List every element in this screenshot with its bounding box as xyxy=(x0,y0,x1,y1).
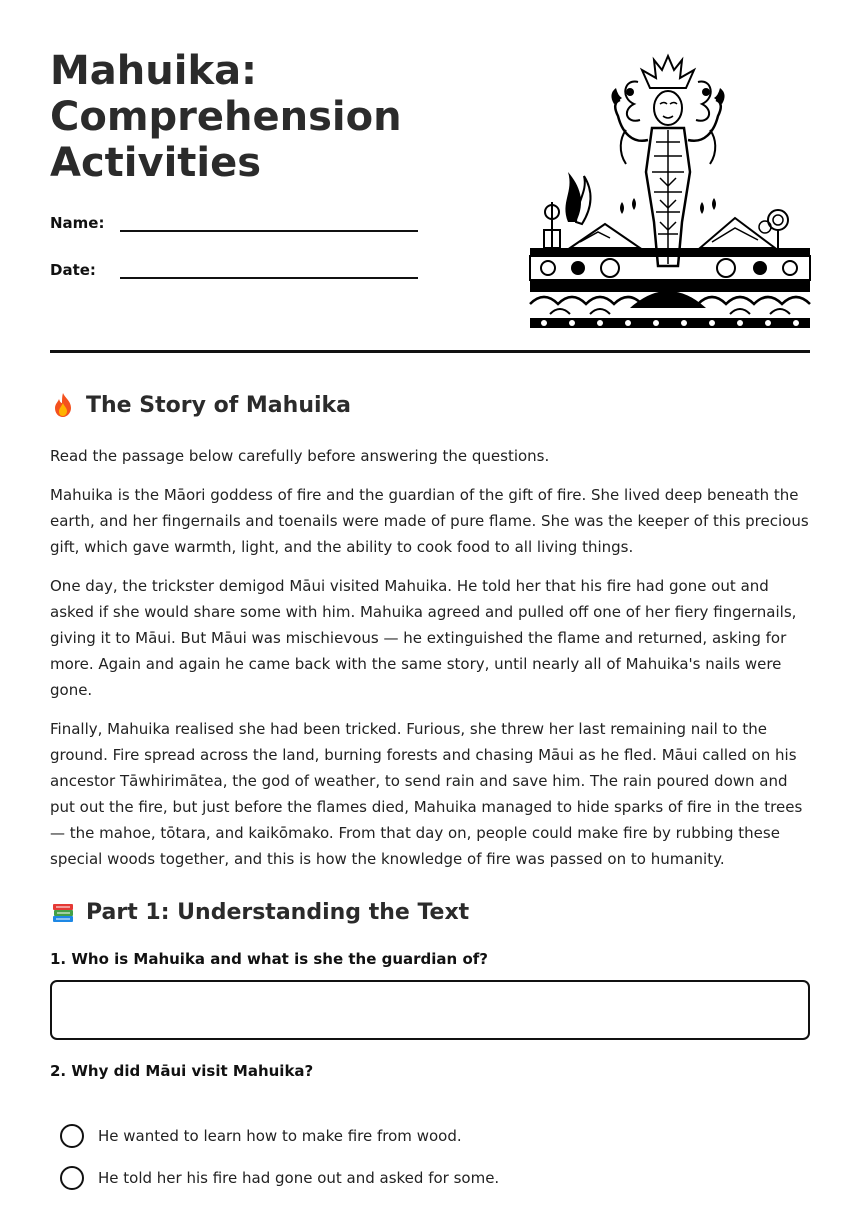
part1-heading xyxy=(50,892,810,932)
story-heading-text: The Story of Mahuika xyxy=(86,392,351,418)
mahuika-illustration xyxy=(530,52,810,328)
page-title xyxy=(50,48,430,186)
story-paragraph-2: One day, the trickster demigod Māui visited Mahuika. He told her that his fire had gone out and asked if she would share some with him. Mahuika agreed and pulled off one of her fiery fingernails, giving it to Māui. But Māui was mischievous — he extinguished the flame and returned, asking for more. Again and again he came back with the same story, until nearly all of Mahuika's nails were gone. xyxy=(50,577,797,699)
title-line-3: Activities xyxy=(50,140,262,186)
title-line-1: Mahuika: xyxy=(50,48,258,94)
date-field-row xyxy=(50,255,418,279)
radio-button[interactable] xyxy=(60,1166,84,1190)
title-line-2: Comprehension xyxy=(50,94,402,140)
name-field-row xyxy=(50,208,418,232)
story-intro: Read the passage below carefully before answering the questions. xyxy=(50,447,550,465)
option-label: He wanted to learn how to make fire from wood. xyxy=(98,1127,462,1145)
story-heading xyxy=(50,385,810,425)
fire-icon xyxy=(50,392,76,418)
header-divider xyxy=(50,350,810,353)
worksheet-header xyxy=(50,48,810,338)
story-paragraph-1: Mahuika is the Māori goddess of fire and the guardian of the gift of fire. She lived deep beneath the earth, and her fingernails and toenails were made of pure flame. She was the keeper of this precious gift, which gave warmth, light, and the ability to cook food to all living things. xyxy=(50,486,809,556)
option-label: He told her his fire had gone out and asked for some. xyxy=(98,1169,500,1187)
name-input-line[interactable] xyxy=(120,208,418,232)
question-2-option-2[interactable] xyxy=(60,1166,810,1190)
date-label: Date: xyxy=(50,261,96,279)
date-input-line[interactable] xyxy=(120,255,418,279)
radio-button[interactable] xyxy=(60,1124,84,1148)
question-2-options xyxy=(50,1124,810,1190)
part1-heading-text: Part 1: Understanding the Text xyxy=(86,899,470,925)
question-2: 2. Why did Māui visit Mahuika? xyxy=(50,1062,314,1080)
question-1-answer-box[interactable] xyxy=(50,980,810,1040)
worksheet-content xyxy=(50,385,810,1208)
question-2-option-1[interactable] xyxy=(60,1124,810,1148)
name-label: Name: xyxy=(50,214,105,232)
question-1: 1. Who is Mahuika and what is she the guardian of? xyxy=(50,950,488,968)
story-paragraph-3: Finally, Mahuika realised she had been tricked. Furious, she threw her last remaining nail to the ground. Fire spread across the land, burning forests and chasing Māui as he fled. Māui called on his ancestor Tāwhirimātea, the god of weather, to send rain and save him. The rain poured down and put out the fire, but just before the flames died, Mahuika managed to hide sparks of fire in the trees — the mahoe, tōtara, and kaikōmako. From that day on, people could make fire by rubbing these special woods together, and this is how the knowledge of fire was passed on to humanity. xyxy=(50,720,803,868)
books-icon xyxy=(50,899,76,925)
